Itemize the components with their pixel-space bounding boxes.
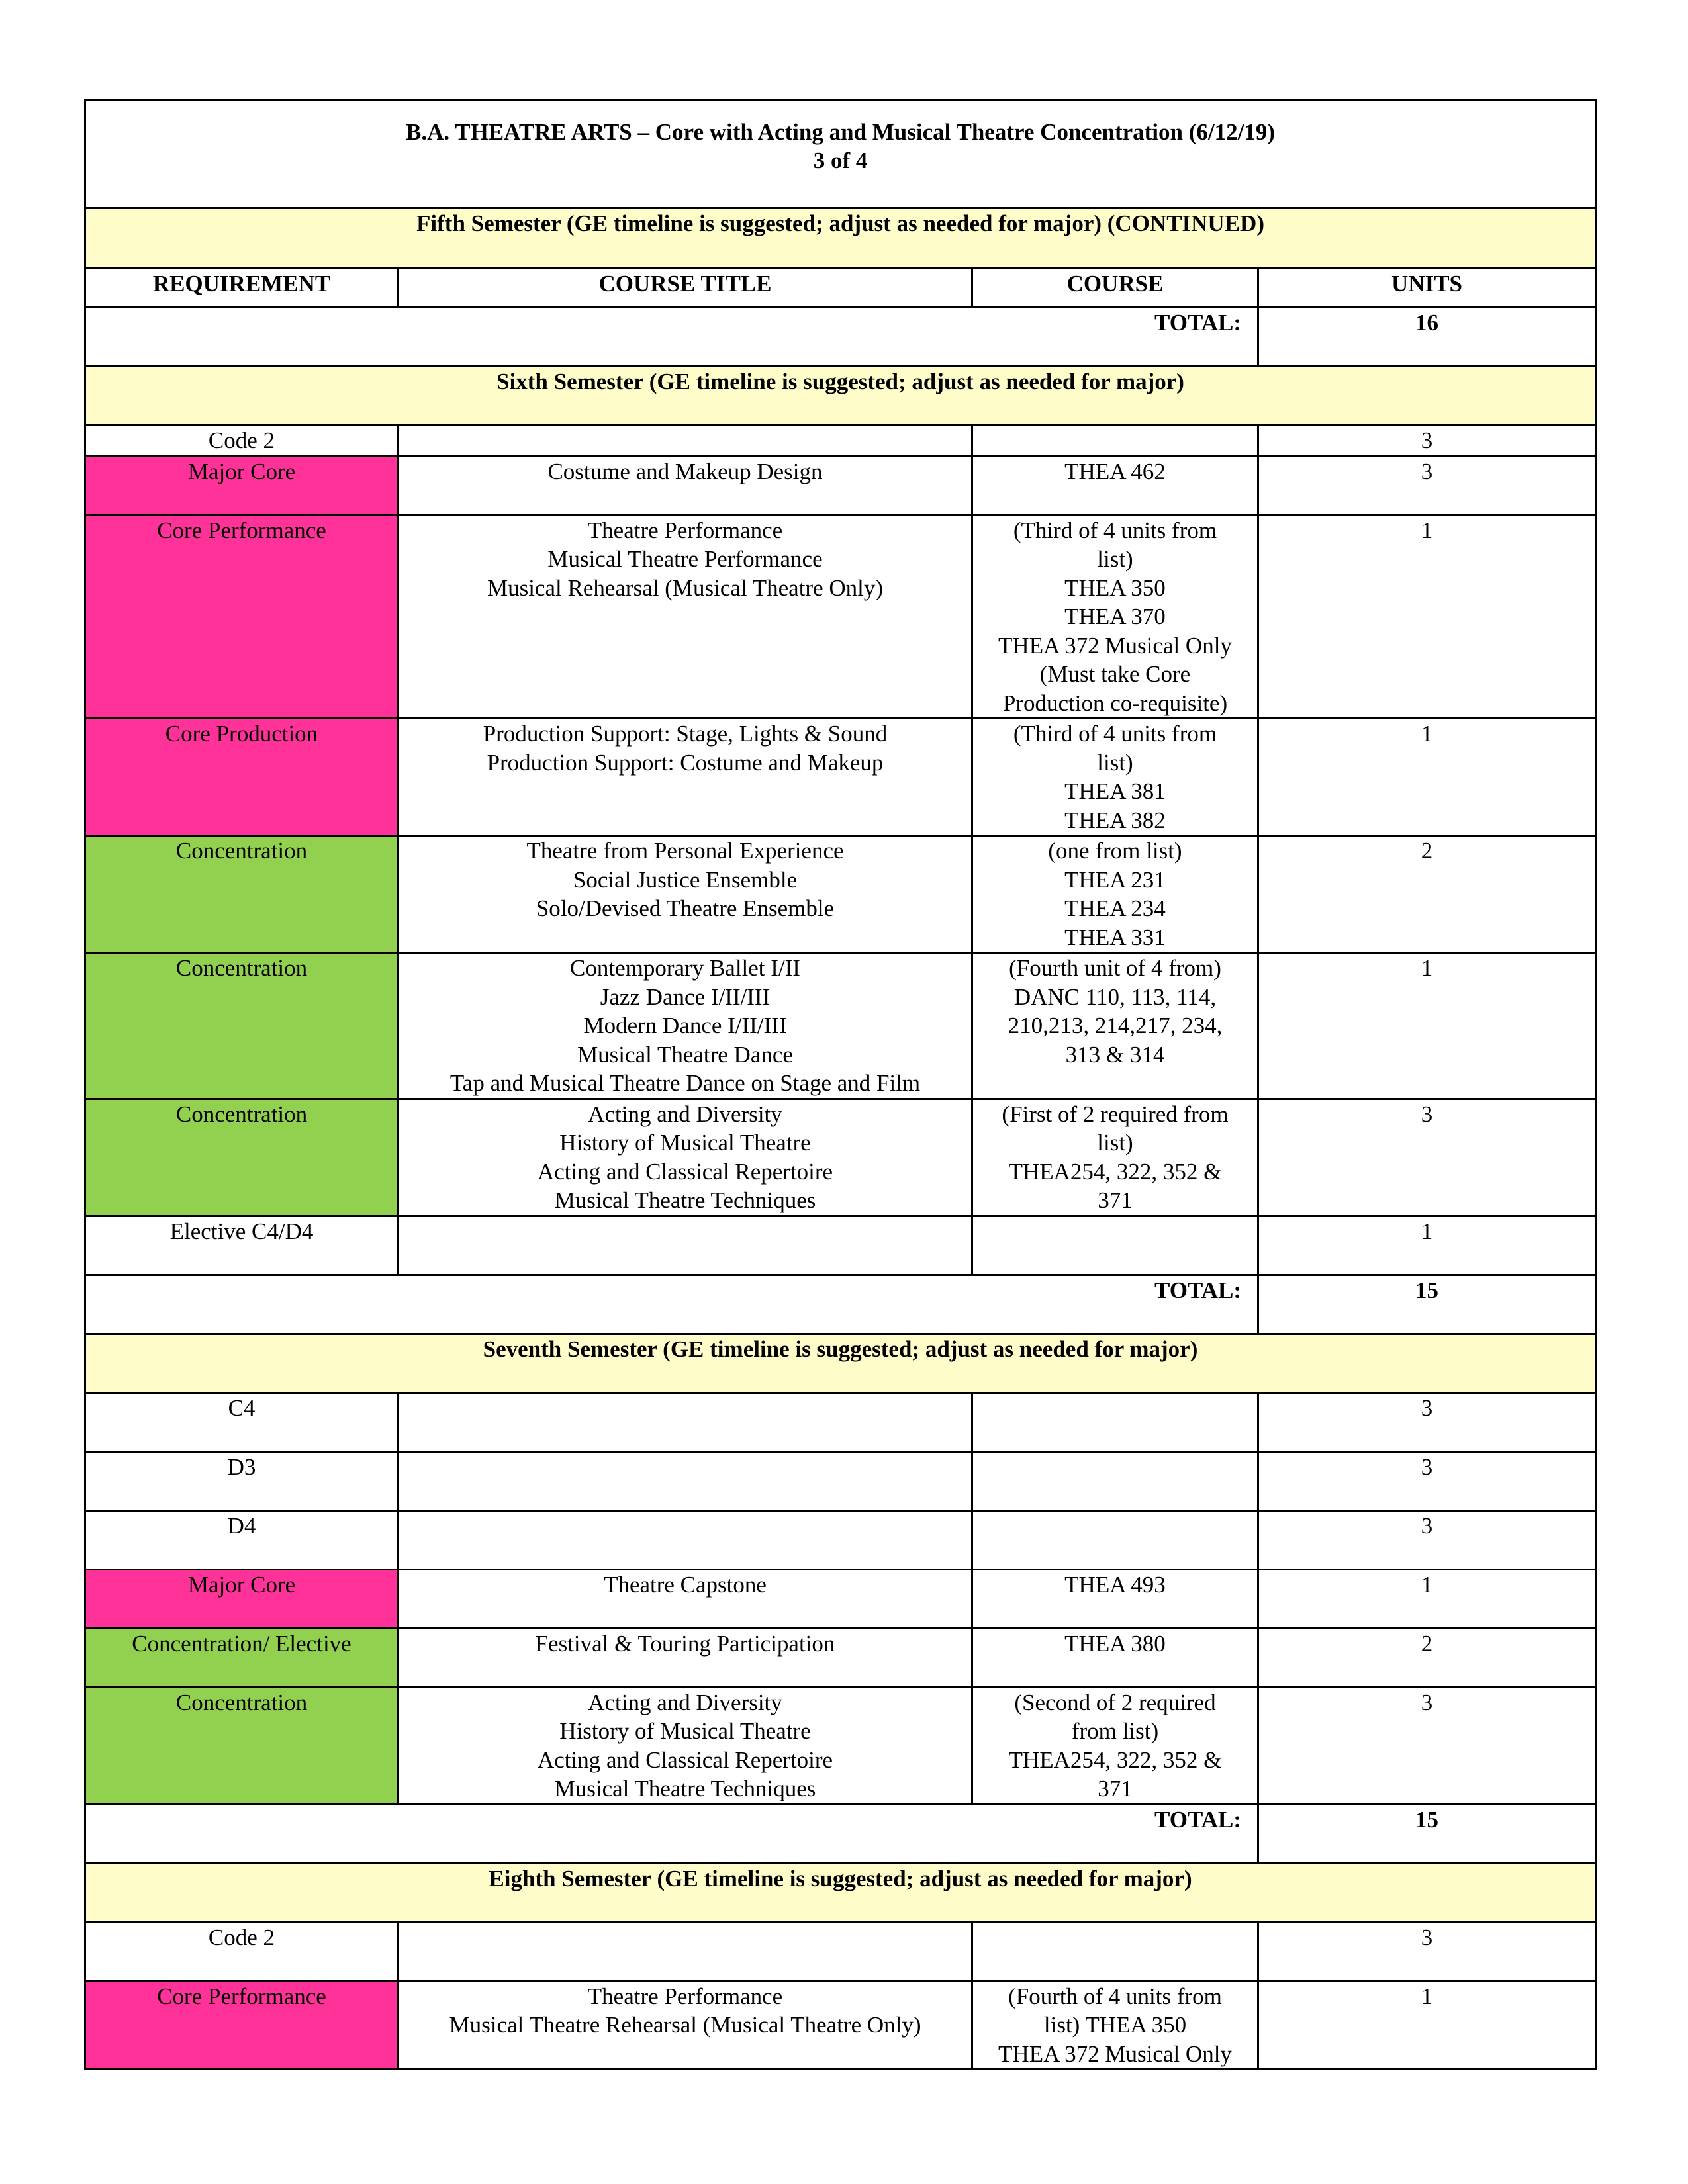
seventh-semester-heading: Seventh Semester (GE timeline is suggested; adjust as needed for major) [85,1334,1596,1392]
title-line-2: 3 of 4 [813,148,868,173]
course-cell [972,1099,1258,1216]
requirement-cell: Concentration [85,953,399,1099]
fifth-semester-heading: Fifth Semester (GE timeline is suggested; adjust as needed for major) (CONTINUED) [85,208,1596,269]
units-cell: 2 [1258,1628,1596,1687]
course-row-concentration [85,1687,1596,1804]
course-title: Production Support: Costume and Makeup [487,749,884,776]
course-code: THEA 372 Musical Only [998,2040,1232,2067]
requirement-cell: Core Performance [85,515,399,719]
course-cell [972,1392,1258,1451]
course-title-cell [399,1687,972,1804]
course-title-cell [399,515,972,719]
course-cell [972,1510,1258,1569]
requirement-cell: Concentration [85,836,399,953]
course-title-cell [399,1922,972,1981]
course-title: Musical Theatre Performance [547,546,823,572]
course-row-core-performance [85,1981,1596,2070]
course-row-concentration [85,836,1596,953]
units-cell: 1 [1258,953,1596,1099]
requirement-cell: Concentration [85,1687,399,1804]
header-course: COURSE [972,269,1258,308]
course-code: list) [1097,749,1133,776]
course-row-core-production [85,719,1596,836]
course-title-cell [399,426,972,457]
degree-plan-table [84,99,1597,2070]
course-code: 313 & 314 [1065,1041,1165,1068]
course-row-elective-c4-d4 [85,1216,1596,1275]
course-title: Festival & Touring Participation [535,1630,835,1657]
course-code: THEA254, 322, 352 & [1008,1158,1222,1185]
course-code: THEA 370 [1064,604,1166,629]
course-title-cell [399,1392,972,1451]
requirement-cell: Core Production [85,719,399,836]
course-cell [972,1628,1258,1687]
units-cell: 1 [1258,515,1596,719]
course-title-cell [399,719,972,836]
course-code: list) [1097,1130,1133,1156]
course-title-cell [399,953,972,1099]
course-title: Contemporary Ballet I/II [570,955,800,981]
course-code: THEA 372 Musical Only [998,632,1232,659]
semester-heading-row [85,1863,1596,1922]
eighth-semester-heading: Eighth Semester (GE timeline is suggested; adjust as needed for major) [85,1863,1596,1922]
column-header-row [85,269,1596,308]
requirement-cell: Elective C4/D4 [85,1216,399,1275]
course-code: 371 [1098,1187,1133,1213]
units-cell: 3 [1258,1392,1596,1451]
course-code: THEA 381 [1064,778,1166,804]
course-title: History of Musical Theatre [559,1130,811,1156]
sixth-semester-heading: Sixth Semester (GE timeline is suggested; adjust as needed for major) [85,367,1596,426]
course-title: History of Musical Theatre [559,1718,811,1744]
units-cell: 2 [1258,836,1596,953]
course-title: Acting and Classical Repertoire [537,1747,833,1773]
course-cell [972,1981,1258,2070]
course-title: Costume and Makeup Design [547,458,823,484]
course-title-cell [399,1628,972,1687]
total-value: 15 [1258,1275,1596,1334]
semester-heading-row [85,1334,1596,1392]
course-title: Tap and Musical Theatre Dance on Stage and Film [449,1070,921,1096]
course-code: (Second of 2 required [1014,1689,1216,1715]
units-cell: 3 [1258,1510,1596,1569]
course-row-major-core [85,456,1596,515]
header-units: UNITS [1258,269,1596,308]
course-code: THEA254, 322, 352 & [1008,1747,1222,1773]
total-label: TOTAL: [85,1804,1258,1863]
course-title: Production Support: Stage, Lights & Sound [483,721,888,747]
units-cell: 1 [1258,719,1596,836]
course-cell [972,515,1258,719]
course-code: (Third of 4 units from [1013,721,1217,747]
course-row-major-core [85,1569,1596,1628]
requirement-cell: Code 2 [85,426,399,457]
course-code: 371 [1098,1776,1133,1801]
total-row [85,308,1596,367]
course-cell [972,1569,1258,1628]
course-code: (Must take Core [1039,661,1191,687]
course-cell [972,1687,1258,1804]
course-code: THEA 231 [1064,866,1166,893]
course-title: Solo/Devised Theatre Ensemble [536,895,835,921]
course-code: (First of 2 required from [1002,1101,1229,1127]
course-code: Production co-requisite) [1002,690,1228,716]
course-row-code-2 [85,1922,1596,1981]
total-label: TOTAL: [85,1275,1258,1334]
units-cell: 3 [1258,456,1596,515]
sixth-semester-rows [85,426,1596,1275]
course-title: Musical Theatre Techniques [554,1776,816,1801]
units-cell: 1 [1258,1569,1596,1628]
course-title-cell [399,1510,972,1569]
title-row [85,101,1596,208]
course-title: Theatre Performance [587,1983,783,2009]
requirement-cell: Major Core [85,1569,399,1628]
course-row-concentration-elective [85,1628,1596,1687]
course-cell [972,719,1258,836]
course-title-cell [399,456,972,515]
course-row-core-performance [85,515,1596,719]
header-requirement: REQUIREMENT [85,269,399,308]
course-code: THEA 234 [1064,895,1166,921]
requirement-cell: Code 2 [85,1922,399,1981]
course-title-cell [399,1099,972,1216]
course-code: THEA 380 [1064,1630,1166,1657]
course-title-cell [399,1981,972,2070]
course-title-cell [399,836,972,953]
requirement-cell: Concentration/ Elective [85,1628,399,1687]
course-title: Musical Theatre Dance [577,1041,793,1068]
course-code: list) [1097,546,1133,572]
requirement-cell: Major Core [85,456,399,515]
requirement-cell: Core Performance [85,1981,399,2070]
course-row-concentration [85,953,1596,1099]
course-code: THEA 350 [1064,574,1166,601]
course-title: Acting and Classical Repertoire [537,1158,833,1185]
course-code: THEA 382 [1064,807,1166,833]
course-code: list) THEA 350 [1043,2012,1187,2038]
units-cell: 3 [1258,426,1596,457]
course-row-d3 [85,1451,1596,1510]
requirement-cell: D3 [85,1451,399,1510]
course-cell [972,1451,1258,1510]
course-title: Theatre Performance [587,517,783,543]
course-title: Musical Rehearsal (Musical Theatre Only) [487,574,884,601]
eighth-semester-rows [85,1922,1596,2070]
course-cell [972,836,1258,953]
course-title: Acting and Diversity [588,1101,782,1127]
course-title: Musical Theatre Techniques [554,1187,816,1213]
course-code: THEA 462 [1064,458,1166,484]
course-code: (Fourth unit of 4 from) [1009,955,1221,981]
total-value: 16 [1258,308,1596,367]
course-title-cell [399,1451,972,1510]
course-code: (Third of 4 units from [1013,517,1217,543]
course-row-d4 [85,1510,1596,1569]
course-code: from list) [1071,1718,1159,1744]
course-code: THEA 331 [1064,924,1166,950]
total-value: 15 [1258,1804,1596,1863]
course-cell [972,1216,1258,1275]
course-title: Theatre Capstone [604,1571,767,1598]
course-title: Jazz Dance I/II/III [600,983,771,1010]
requirement-cell: C4 [85,1392,399,1451]
course-code: THEA 493 [1064,1571,1166,1598]
course-title: Social Justice Ensemble [573,866,798,893]
units-cell: 1 [1258,1981,1596,2070]
course-title-cell [399,1569,972,1628]
course-title: Modern Dance I/II/III [583,1013,787,1038]
units-cell: 3 [1258,1451,1596,1510]
total-row [85,1804,1596,1863]
semester-heading-row [85,367,1596,426]
total-label: TOTAL: [85,308,1258,367]
semester-heading-row [85,208,1596,269]
units-cell: 3 [1258,1922,1596,1981]
course-title: Acting and Diversity [588,1689,782,1715]
course-code: (Fourth of 4 units from [1008,1983,1222,2009]
course-cell [972,1922,1258,1981]
course-cell [972,953,1258,1099]
requirement-cell: Concentration [85,1099,399,1216]
course-title-cell [399,1216,972,1275]
title-line-1: B.A. THEATRE ARTS – Core with Acting and Musical Theatre Concentration (6/12/19) [406,118,1275,145]
course-row-concentration [85,1099,1596,1216]
seventh-semester-rows [85,1392,1596,1804]
total-row [85,1275,1596,1334]
course-title: Musical Theatre Rehearsal (Musical Theatre Only) [449,2012,921,2038]
course-code: DANC 110, 113, 114, [1013,983,1217,1010]
course-code: (one from list) [1048,838,1182,864]
course-row-code-2 [85,426,1596,457]
course-cell [972,456,1258,515]
header-course-title: COURSE TITLE [399,269,972,308]
units-cell: 3 [1258,1687,1596,1804]
units-cell: 3 [1258,1099,1596,1216]
requirement-cell: D4 [85,1510,399,1569]
units-cell: 1 [1258,1216,1596,1275]
course-cell [972,426,1258,457]
course-title: Theatre from Personal Experience [526,838,844,864]
document-title [85,101,1596,208]
course-code: 210,213, 214,217, 234, [1008,1013,1223,1038]
course-row-c4 [85,1392,1596,1451]
